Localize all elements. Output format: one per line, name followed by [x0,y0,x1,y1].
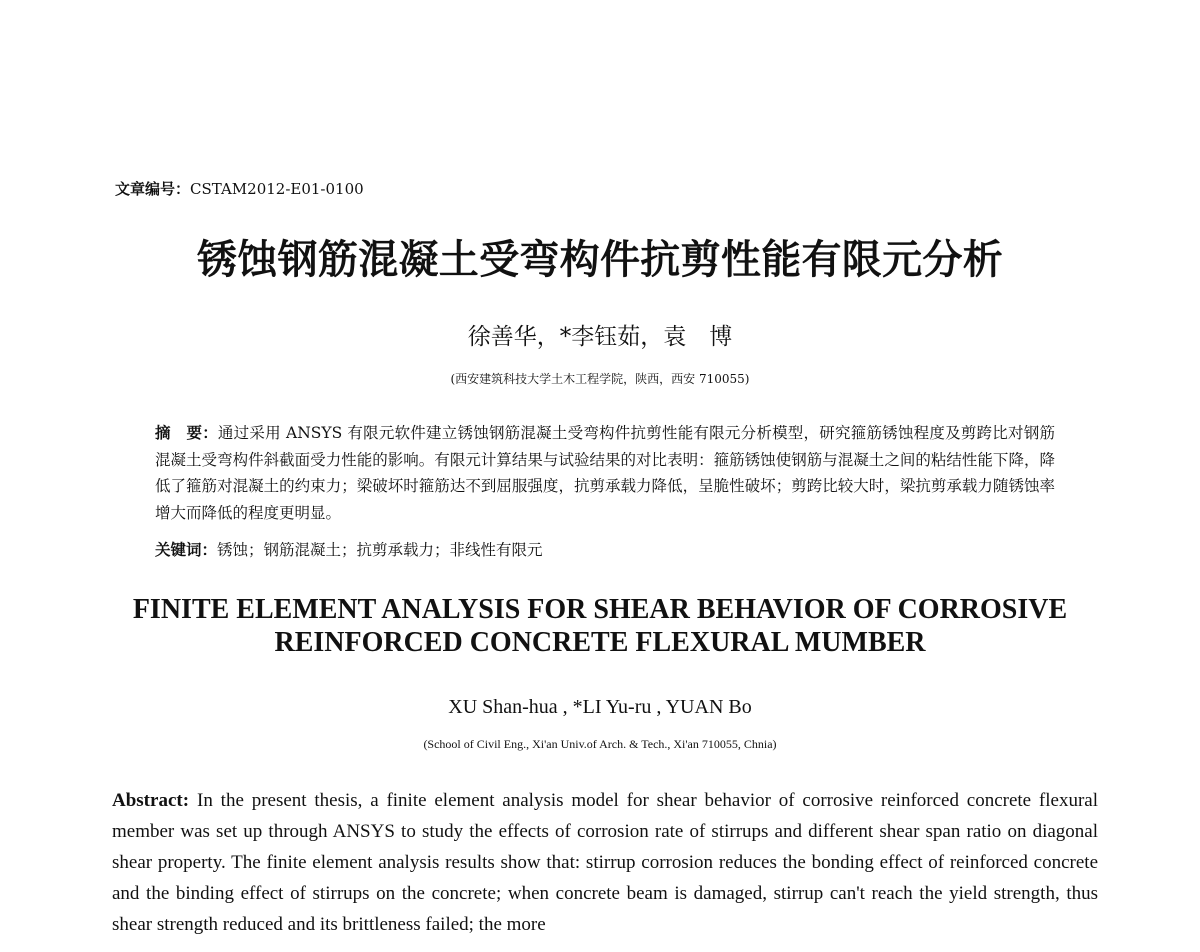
chinese-affiliation: (西安建筑科技大学土木工程学院，陕西，西安 710055) [450,372,750,386]
english-title-line-1: FINITE ELEMENT ANALYSIS FOR SHEAR BEHAVIOR OF CORROSIVE [132,594,1068,625]
english-abstract-text: In the present thesis, a finite element analysis model for shear behavior of corrosive reinforced concrete flexural member was set up through ANSYS to study the effects of corrosion rate of stirrups and different shear span ratio on diagonal shear property. The finite element analysis results show that: stirrup corrosion reduces the bonding effect of reinforced concrete and the binding effect of stirrups on the concrete; when concrete beam is damaged, stirrup can't reach the yield strength, thus shear strength reduced and its brittleness failed; the more [112,790,1098,935]
english-title [0,593,1200,659]
chinese-title: 锈蚀钢筋混凝土受弯构件抗剪性能有限元分析 [197,237,1003,283]
english-title-line-2: REINFORCED CONCRETE FLEXURAL MUMBER [274,627,926,658]
chinese-abstract-label: 摘 要： [155,424,218,442]
chinese-abstract [155,420,1055,526]
chinese-keywords-label: 关键词： [155,541,218,559]
chinese-keywords [155,537,1055,563]
article-number [115,178,364,199]
article-number-label: 文章编号： [115,180,191,198]
english-abstract [112,785,1098,940]
chinese-abstract-text: 通过采用 ANSYS 有限元软件建立锈蚀钢筋混凝土受弯构件抗剪性能有限元分析模型，研究箍筋锈蚀程度及剪跨比对钢筋混凝土受弯构件斜截面受力性能的影响。有限元计算结果与试验结果的对比表明：箍筋锈蚀使钢筋与混凝土之间的粘结性能下降，降低了箍筋对混凝土的约束力；梁破坏时箍筋达不到屈服强度，抗剪承载力降低，呈脆性破坏；剪跨比较大时，梁抗剪承载力随锈蚀率增大而降低的程度更明显。 [155,424,1055,522]
article-number-value: CSTAM2012-E01-0100 [190,180,364,198]
chinese-keywords-text: 锈蚀；钢筋混凝土；抗剪承载力；非线性有限元 [217,541,543,559]
english-authors: XU Shan-hua , *LI Yu-ru , YUAN Bo [448,696,752,718]
chinese-authors: 徐善华，*李钰茹，袁 博 [467,324,733,350]
english-affiliation: (School of Civil Eng., Xi'an Univ.of Arch. & Tech., Xi'an 710055, Chnia) [423,737,777,751]
english-abstract-label: Abstract: [112,790,190,811]
